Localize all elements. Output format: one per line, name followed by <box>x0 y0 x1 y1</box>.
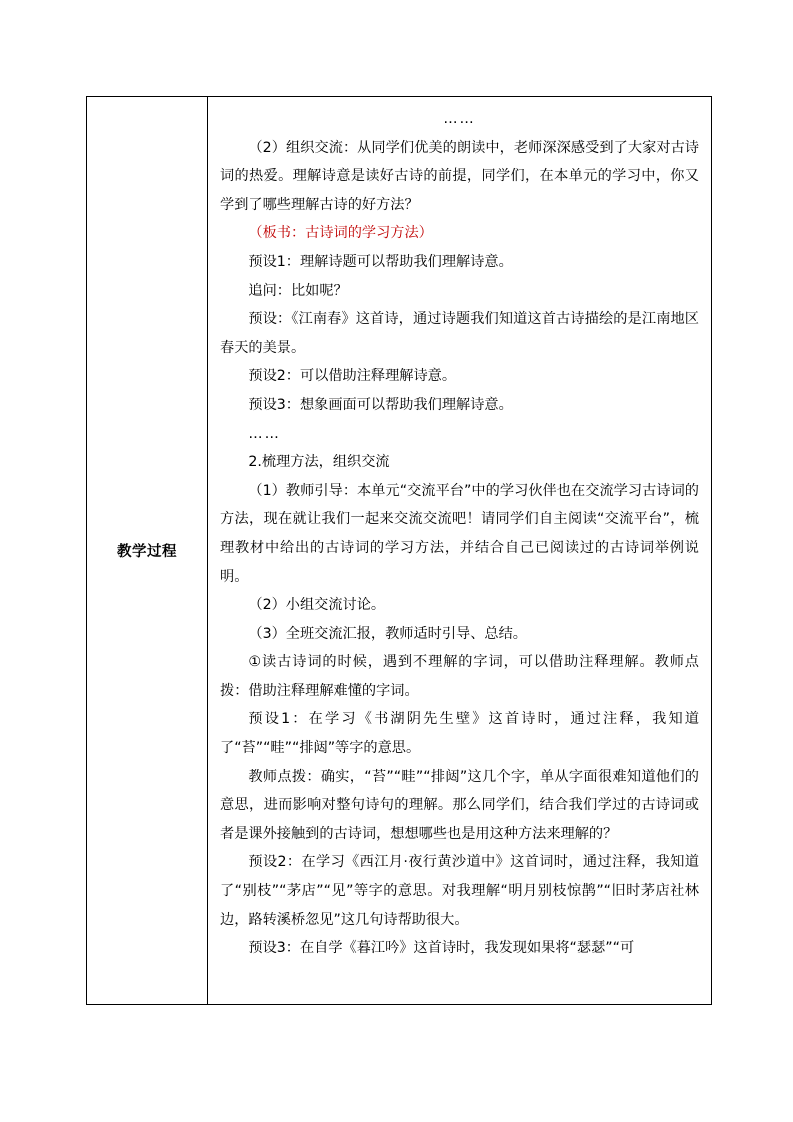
paragraph: 追问：比如呢？ <box>248 282 348 299</box>
lesson-plan-table <box>86 96 712 1005</box>
paragraph: （1）教师引导：本单元“交流平台”中的学习伙伴也在交流学习古诗词的方法，现在就让我们一起来交流交流吧！请同学们自主阅读“交流平台”，梳理教材中给出的古诗词的学习方法，并结合自己已阅读过的古诗词举例说明。 <box>220 482 699 585</box>
paragraph: （2）小组交流讨论。 <box>248 597 386 614</box>
row-label-cell <box>87 97 208 1005</box>
ellipsis-line: …… <box>443 111 476 127</box>
paragraph: 预设3：想象画面可以帮助我们理解诗意。 <box>248 396 513 413</box>
paragraph: 预设1：理解诗题可以帮助我们理解诗意。 <box>248 253 513 270</box>
ellipsis-line: …… <box>248 425 281 442</box>
paragraph: 教师点拨：确实，“苔”“畦”“排闼”这几个字，单从字面很难知道他们的意思，进而影响对整句诗句的理解。那么同学们，结合我们学过的古诗词或者是课外接触到的古诗词，想想哪些也是用这种方法来理解的？ <box>220 768 699 842</box>
paragraph: 预设3：在自学《暮江吟》这首诗时，我发现如果将“瑟瑟”“可 <box>248 940 635 957</box>
paragraph: 预设2：在学习《西江月·夜行黄沙道中》这首词时，通过注释，我知道了“别枝”“茅店”“见”等字的意思。对我理解“明月别枝惊鹊”“旧时茅店社林边，路转溪桥忽见”这几句诗帮助很大。 <box>220 854 699 928</box>
paragraph: （3）全班交流汇报，教师适时引导、总结。 <box>248 625 527 642</box>
board-note: （板书：古诗词的学习方法） <box>248 225 433 242</box>
row-content-cell <box>208 97 712 1005</box>
paragraph: ①读古诗词的时候，遇到不理解的字词，可以借助注释理解。教师点拨：借助注释理解难懂的字词。 <box>220 654 699 699</box>
paragraph: 预设1：在学习《书湖阴先生壁》这首诗时，通过注释，我知道了“苔”“畦”“排闼”等字的意思。 <box>220 711 699 757</box>
paragraph: 预设2：可以借助注释理解诗意。 <box>248 368 457 385</box>
paragraph: 预设：《江南春》这首诗，通过诗题我们知道这首古诗描绘的是江南地区春天的美景。 <box>220 311 699 356</box>
paragraph: （2）组织交流：从同学们优美的朗读中，老师深深感受到了大家对古诗词的热爱。理解诗意是读好古诗的前提，同学们，在本单元的学习中，你又学到了哪些理解古诗的好方法？ <box>220 139 699 213</box>
teaching-process-row <box>87 97 712 1005</box>
content-body <box>208 97 711 1004</box>
section-heading: 2.梳理方法，组织交流 <box>248 454 390 471</box>
row-label: 教学过程 <box>117 544 177 560</box>
